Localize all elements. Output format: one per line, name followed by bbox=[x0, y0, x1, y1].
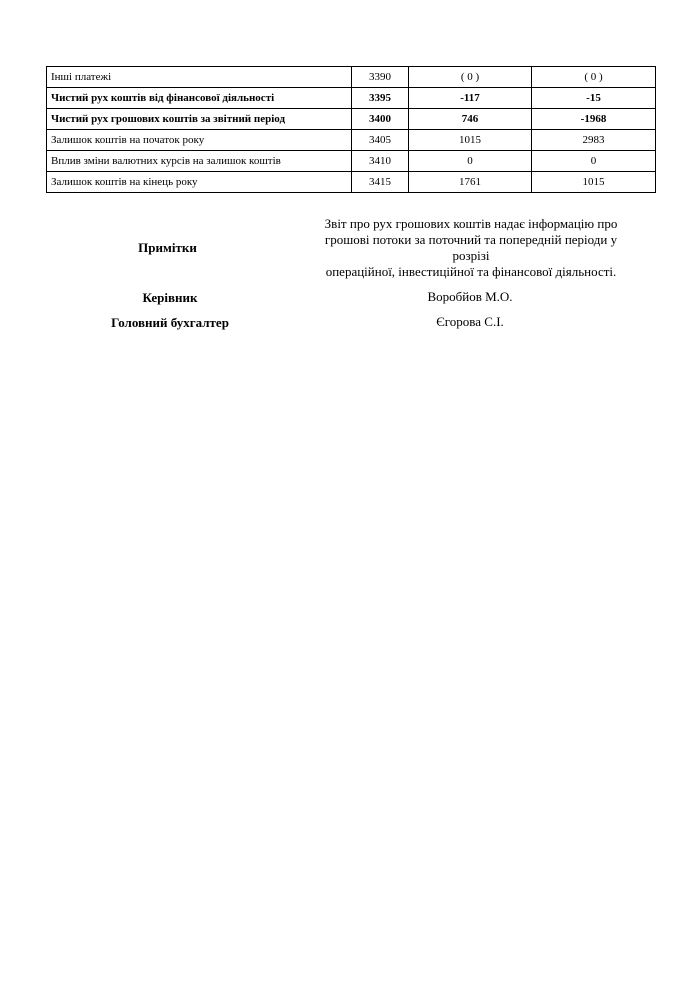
director-label: Керівник bbox=[142, 290, 198, 305]
accountant-name: Єгорова С.І. bbox=[436, 314, 504, 329]
notes-line: розрізі bbox=[452, 248, 490, 263]
row-label-cell: Залишок коштів на кінець року bbox=[47, 172, 352, 193]
current-period-cell: ( 0 ) bbox=[409, 67, 532, 88]
row-label-cell: Інші платежі bbox=[47, 67, 352, 88]
previous-period-cell: ( 0 ) bbox=[532, 67, 656, 88]
notes-label: Примітки bbox=[138, 240, 197, 255]
row-code-cell: 3410 bbox=[352, 151, 409, 172]
row-code-cell: 3395 bbox=[352, 88, 409, 109]
table-row bbox=[47, 109, 656, 130]
current-period-cell: -117 bbox=[409, 88, 532, 109]
row-code-cell: 3415 bbox=[352, 172, 409, 193]
accountant-label: Головний бухгалтер bbox=[111, 315, 229, 330]
notes-line: Звіт про рух грошових коштів надає інформацію про bbox=[324, 216, 618, 231]
current-period-cell: 0 bbox=[409, 151, 532, 172]
notes-text bbox=[296, 216, 646, 280]
row-label-cell: Залишок коштів на початок року bbox=[47, 130, 352, 151]
row-label-cell: Чистий рух коштів від фінансової діяльності bbox=[47, 88, 352, 109]
previous-period-cell: 0 bbox=[532, 151, 656, 172]
cash-flow-table bbox=[46, 66, 656, 193]
table-row bbox=[47, 172, 656, 193]
previous-period-cell: 1015 bbox=[532, 172, 656, 193]
director-name: Воробйов М.О. bbox=[427, 289, 513, 304]
table-row bbox=[47, 151, 656, 172]
current-period-cell: 1761 bbox=[409, 172, 532, 193]
previous-period-cell: -15 bbox=[532, 88, 656, 109]
table-row bbox=[47, 130, 656, 151]
previous-period-cell: -1968 bbox=[532, 109, 656, 130]
previous-period-cell: 2983 bbox=[532, 130, 656, 151]
row-code-cell: 3390 bbox=[352, 67, 409, 88]
notes-line: грошові потоки за поточний та попередній періоди у bbox=[324, 232, 618, 247]
table-row bbox=[47, 88, 656, 109]
row-code-cell: 3400 bbox=[352, 109, 409, 130]
row-code-cell: 3405 bbox=[352, 130, 409, 151]
row-label-cell: Вплив зміни валютних курсів на залишок коштів bbox=[47, 151, 352, 172]
table-row bbox=[47, 67, 656, 88]
notes-line: операційної, інвестиційної та фінансової діяльності. bbox=[325, 264, 617, 279]
current-period-cell: 1015 bbox=[409, 130, 532, 151]
current-period-cell: 746 bbox=[409, 109, 532, 130]
row-label-cell: Чистий рух грошових коштів за звітний період bbox=[47, 109, 352, 130]
